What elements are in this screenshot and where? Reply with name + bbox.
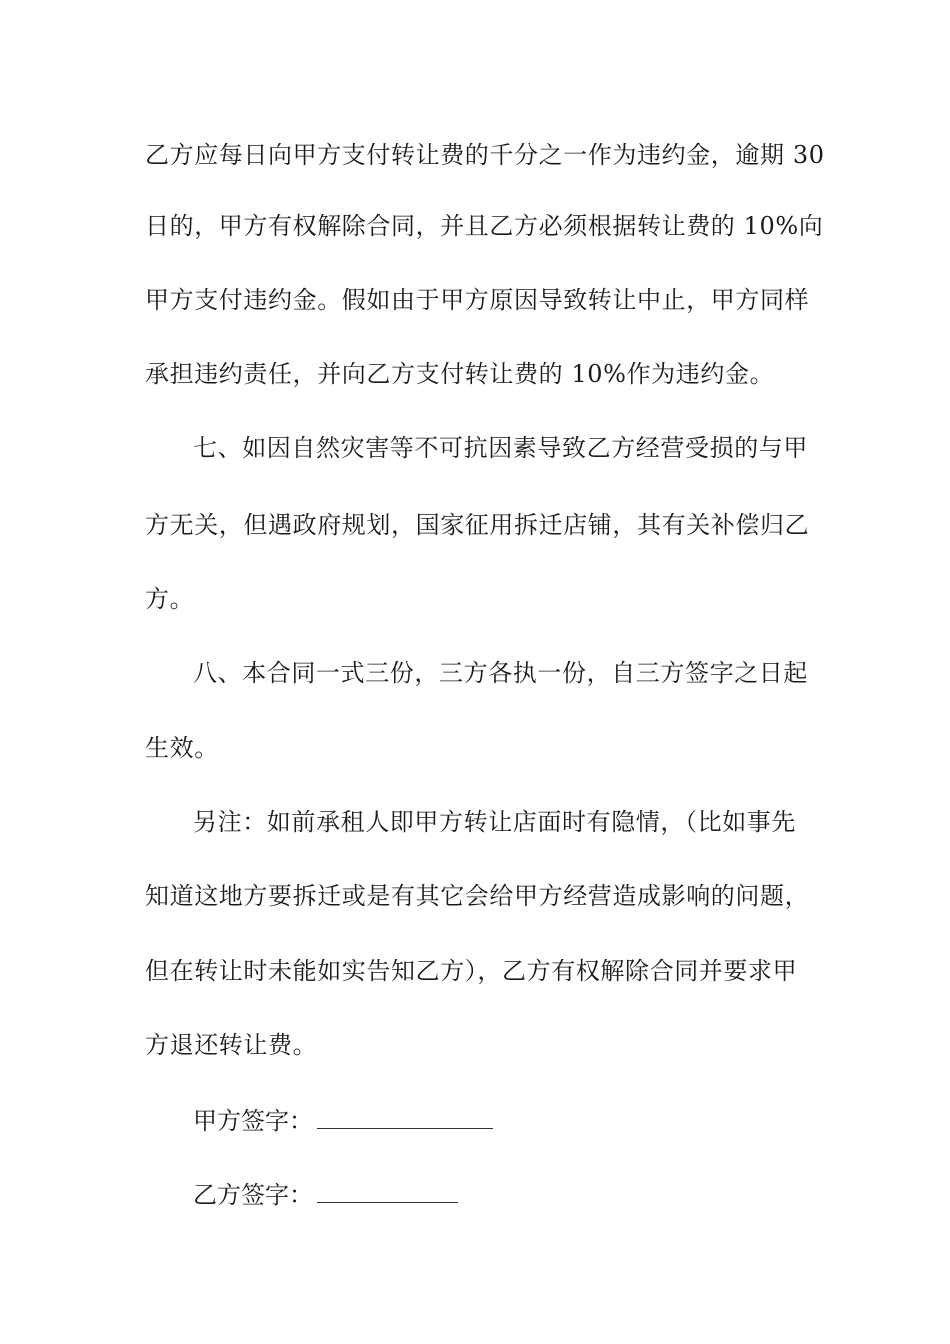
paragraph-line: 方无关，但遇政府规划，国家征用拆迁店铺，其有关补偿归乙: [145, 511, 810, 539]
note-line: 另注：如前承租人即甲方转让店面时有隐情，（比如事先: [193, 808, 796, 836]
party-a-signature-label: 甲方签字：: [193, 1107, 313, 1135]
paragraph-line: 日的，甲方有权解除合同，并且乙方必须根据转让费的 10%向: [145, 212, 824, 240]
paragraph-line: 承担违约责任，并向乙方支付转让费的 10%作为违约金。: [145, 360, 775, 388]
paragraph-line: 知道这地方要拆迁或是有其它会给甲方经营造成影响的问题，: [145, 882, 810, 910]
paragraph-line: 甲方支付违约金。假如由于甲方原因导致转让中止，甲方同样: [145, 286, 810, 314]
party-b-signature-field[interactable]: [317, 1180, 458, 1203]
paragraph-line: 乙方应每日向甲方支付转让费的千分之一作为违约金，逾期 30: [145, 141, 825, 169]
clause-seven-line: 七、如因自然灾害等不可抗因素导致乙方经营受损的与甲: [193, 434, 808, 462]
paragraph-line: 但在转让时未能如实告知乙方），乙方有权解除合同并要求甲: [145, 957, 798, 985]
paragraph-line: 生效。: [145, 734, 219, 762]
paragraph-line: 方退还转让费。: [145, 1031, 318, 1059]
paragraph-line: 方。: [145, 585, 195, 613]
party-a-signature: [193, 1106, 493, 1136]
party-b-signature: [193, 1180, 458, 1210]
clause-eight-line: 八、本合同一式三份，三方各执一份，自三方签字之日起: [193, 659, 808, 687]
party-a-signature-field[interactable]: [317, 1106, 493, 1129]
party-b-signature-label: 乙方签字：: [193, 1181, 313, 1209]
